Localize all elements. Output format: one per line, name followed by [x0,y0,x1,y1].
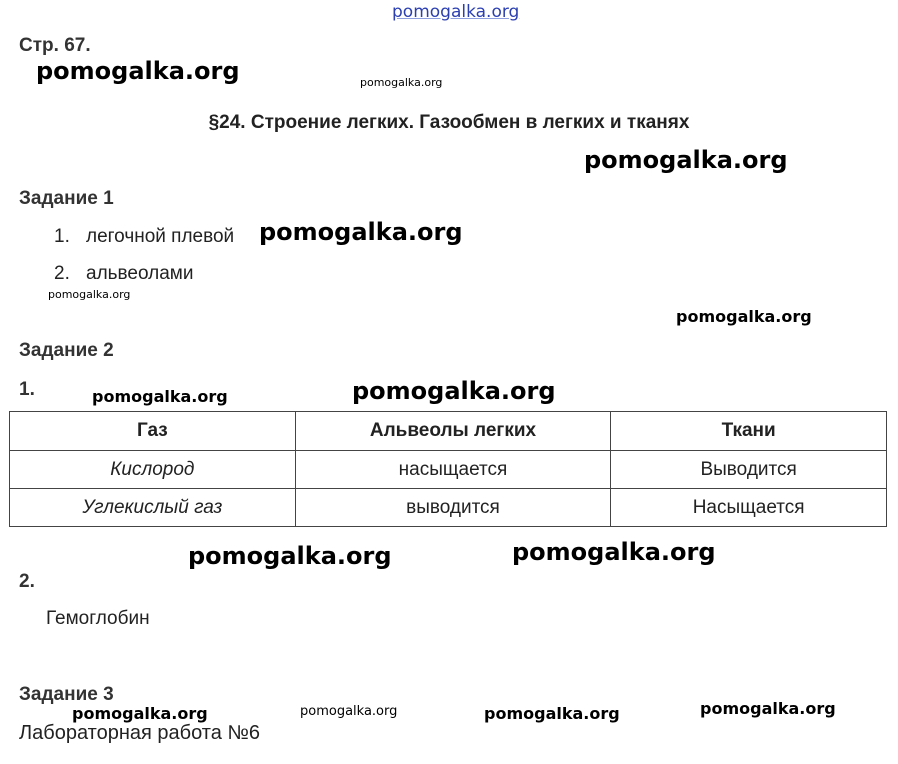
watermark: pomogalka.org [676,307,812,326]
table-row [10,489,887,527]
task1-item-number: 2. [54,263,70,284]
table-header-cell: Альвеолы легких [295,412,611,451]
watermark-top: pomogalka.org [392,2,520,22]
task1-item [54,263,193,285]
table-row [10,451,887,489]
watermark: pomogalka.org [700,699,836,718]
table-cell-gas: Углекислый газ [10,489,296,527]
task1-item-text: альвеолами [86,263,194,284]
table-cell-tissues: Выводится [611,451,887,489]
watermark: pomogalka.org [92,387,228,406]
watermark: pomogalka.org [36,57,240,85]
table-header-row [10,412,887,451]
table-cell-alveoli: выводится [295,489,611,527]
watermark: pomogalka.org [188,542,392,570]
watermark: pomogalka.org [72,704,208,723]
task1-item-number: 1. [54,226,70,247]
table-cell-gas: Кислород [10,451,296,489]
table-cell-alveoli: насыщается [295,451,611,489]
task2-heading: Задание 2 [19,340,114,361]
task2-part1-label: 1. [19,379,35,400]
task3-heading: Задание 3 [19,684,114,705]
task3-answer: Лабораторная работа №6 [19,722,260,744]
watermark: pomogalka.org [48,288,131,301]
watermark: pomogalka.org [259,218,463,246]
watermark: pomogalka.org [352,377,556,405]
page-number: Стр. 67. [19,35,91,56]
table-header-cell: Ткани [611,412,887,451]
task2-part2-label: 2. [19,571,35,592]
watermark: pomogalka.org [360,76,443,89]
watermark: pomogalka.org [484,704,620,723]
watermark: pomogalka.org [584,146,788,174]
section-title: §24. Строение легких. Газообмен в легких и тканях [208,112,690,133]
task1-item [54,226,234,248]
table-cell-tissues: Насыщается [611,489,887,527]
gas-exchange-table [9,411,887,527]
watermark: pomogalka.org [512,538,716,566]
task1-item-text: легочной плевой [86,226,235,247]
watermark: pomogalka.org [300,704,398,719]
task1-heading: Задание 1 [19,188,114,209]
table-header-cell: Газ [10,412,296,451]
task2-part2-answer: Гемоглобин [46,608,150,629]
